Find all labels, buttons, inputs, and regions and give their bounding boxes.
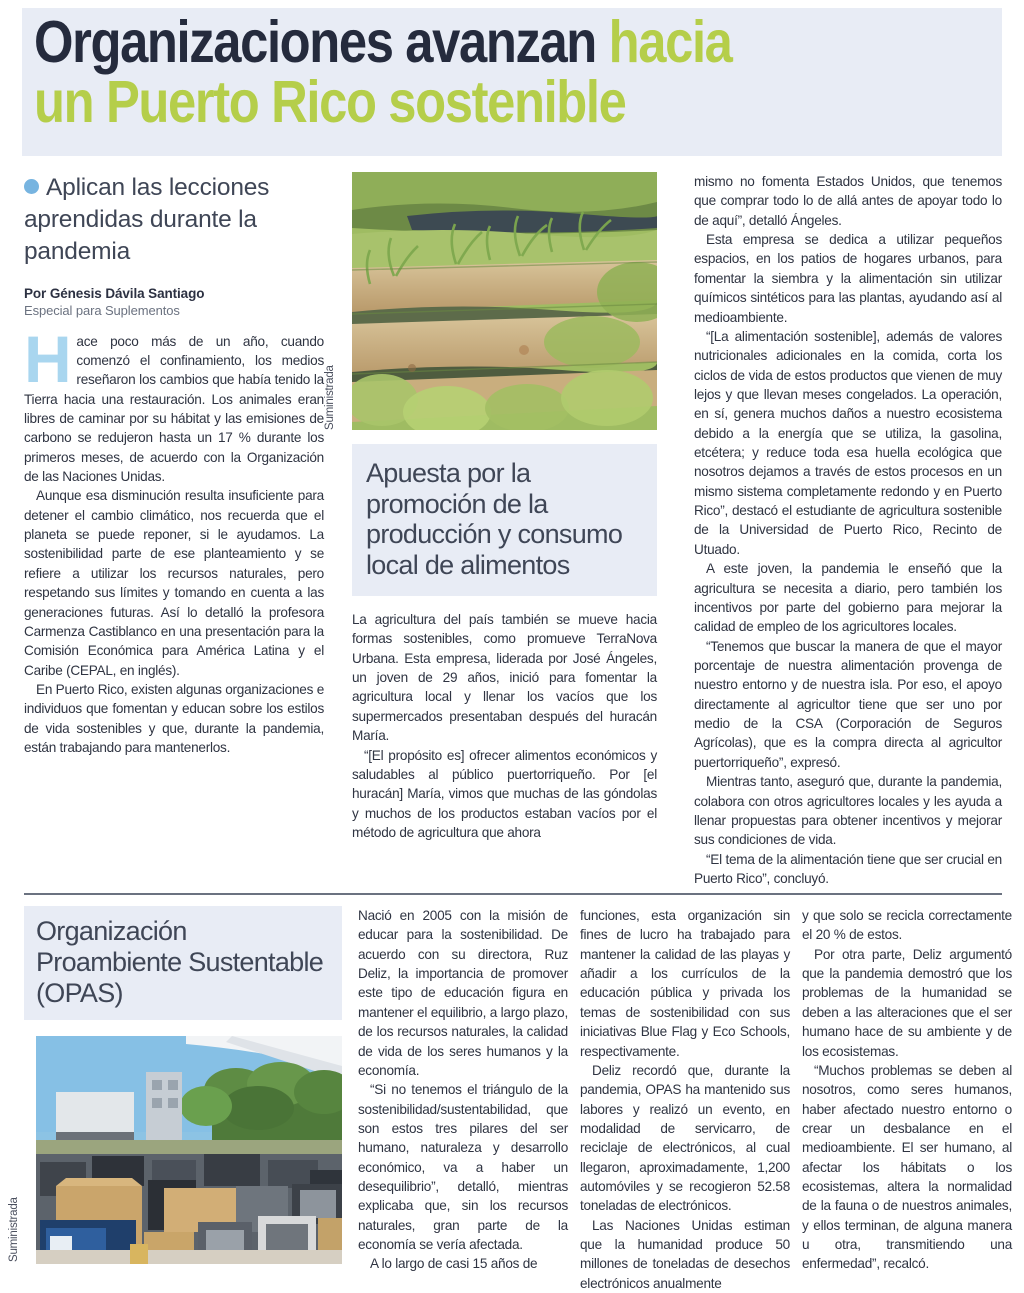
photo-credit-label: Suministrada [324,365,336,430]
paragraph: mismo no fomenta Estados Unidos, que tenemos que comprar todo lo de allá antes de apoyar todo lo de aquí”, detalló Ángeles. [694,174,1002,228]
paragraph: “Muchos problemas se deben al nosotros, como seres humanos, haber afectado nuestro entorno o crear un desbalance en el medioambiente. El ser humano, al afectar los hábitats o los ecosistemas, altera la normalidad de la fauna o de nuestros animales, y ellos terminan, de alguna manera u otra, transmitiendo una enfermedad”, recalcó. [802,1062,1012,1272]
top-article-section [0,172,1024,890]
article-column-one [24,172,324,757]
column-one-body [24,321,324,758]
paragraph: “[La alimentación sostenible], además de valores nutricionales adicionales en la comida, corta los ciclos de vida de estos productos que vienen de muy lejos y que llevan meses congelados. La operación, en sí, genera muchos daños a nuestro ecosistema debido a la energía que se utiliza, la gasolina, etcétera; y reduce toda esa huella ecológica que nosotros dejamos a través de estos procesos en un mismo sistema completamente redondo y en Puerto Rico”, destacó el estudiante de agricultura sostenible de la Universidad de Puerto Rico, Recinto de Utuado. [694,328,1002,557]
garden-photo-graphic [352,172,657,430]
paragraph: “El tema de la alimentación tiene que ser crucial en Puerto Rico”, concluyó. [694,851,1002,886]
masthead-headline-block [22,8,1002,156]
headline-part-accent: hacia [608,9,732,75]
opas-section [0,906,1024,1292]
headline-part-dark: Organizaciones avanzan [34,9,609,75]
opas-column-four-body [802,906,1012,1274]
paragraph: Deliz recordó que, durante la pandemia, OPAS ha mantenido sus labores y realizó un evento, en modalidad de servicarro, de reciclaje de electrónicos, al cual llegaron, aproximadamente, 1,200 automóviles y se recogieron 52.58 toneladas de electrónicos. [580,1062,790,1214]
bullet-dot-icon [24,179,39,194]
paragraph: “[El propósito es] ofrecer alimentos económicos y saludables al público puertorriqueño. Por [el huracán] María, vimos que muchas de las góndolas y muchos de los productos estaban vacíos por el método de agricultura que ahora [352,747,657,840]
opas-section-heading: Organización Proambiente Sustentable (OPAS) [36,916,324,1008]
ewaste-photo [36,1036,342,1264]
paragraph: La agricultura del país también se mueve hacia formas sostenibles, como promueve TerraNova Urbana. Esta empresa, liderada por José Ángeles, un joven de 29 años, inició para fomentar la agricultura local y llenar los vacíos que los supermercados presentaban después del huracán María. [352,612,657,744]
paragraph: Por otra parte, Deliz argumentó que la pandemia demostró que los problemas de la humanidad se deben a las alteraciones que el ser humano hace de su ambiente y de los ecosistemas. [802,946,1012,1059]
paragraph: Nació en 2005 con la misión de educar para la sostenibilidad. De acuerdo con su directora, Ruz Deliz, la importancia de promover este tipo de educación figura en mantener el equilibrio, a largo plazo, de los recursos naturales, la calidad de vida de los seres humanos y la economía. [358,908,568,1078]
opas-column-three [580,906,790,1293]
column-three-body [694,172,1002,888]
deck-text: Aplican las lecciones aprendidas durante la pandemia [24,174,270,265]
paragraph: Esta empresa se dedica a utilizar pequeños espacios, en los patios de hogares urbanos, para fomentar la siembra y la alimentación sin utilizar químicos sintéticos para las plantas, ayudando así al medioambiente. [694,232,1002,325]
paragraph: funciones, esta organización sin fines de lucro ha trabajado para mantener la calidad de las playas y añadir a los currículos de la educación pública y privada los temas de sostenibilidad con sus iniciativas Blue Flag y Eco Schools, respectivamente. [580,908,790,1059]
pull-quote-block [352,444,657,596]
opas-section-heading-block [24,906,342,1020]
paragraph: Mientras tanto, aseguró que, durante la pandemia, colabora con otros agricultores locales y les ayuda a llenar propuestas para obtener incentivos y mejorar sus condiciones de vida. [694,774,1002,848]
section-divider [24,893,1002,895]
paragraph: “Si no tenemos el triángulo de la sostenibilidad/sustentabilidad, que son estos tres pilares del ser humano, naturaleza y desarrollo económico, va a haber un desequilibrio”, detalló, mientras explicaba que, sin los recursos naturales, gran parte de la economía se vería afectada. [358,1082,568,1253]
page-headline [34,9,858,135]
paragraph: A lo largo de casi 15 años de [370,1256,538,1272]
opas-column-two-body [358,906,568,1274]
opas-column-one [8,906,342,1264]
article-deck [24,172,324,268]
top-photo-figure [324,172,657,430]
opas-photo-figure [8,1036,342,1264]
column-two-body [352,610,657,842]
paragraph: A este joven, la pandemia le enseñó que la agricultura se necesita a diario, pero también los incentivos por parte del gobierno para mejorar la calidad de empleo de los agricultores locales. [694,561,1002,635]
article-column-two [324,172,657,842]
paragraph: Aunque esa disminución resulta insuficiente para detener el cambio climático, nos recuerda que el planeta se puede reponer, si le ayudamos. La sostenibilidad parte de ese planteamiento y se refiere a utilizar los recursos naturales, pero respetando sus límites y tomando en cuenta a las generaciones futuras. Así lo detalló la profesora Carmenza Castiblanco en una presentación para la Comisión Económica para América Latina y el Caribe (CEPAL, en inglés). [24,488,324,678]
paragraph: En Puerto Rico, existen algunas organizaciones e individuos que fomentan y educan sobre los estilos de vida sostenibles y que, durante la pandemia, están trabajando para mantenerlos. [24,682,324,756]
byline-subtitle: Especial para Suplementos [24,302,180,318]
photo-credit-label: Suministrada [8,1197,20,1263]
paragraph: y que solo se recicla correctamente el 20 % de estos. [802,908,1012,943]
ewaste-photo-graphic [36,1036,342,1264]
byline-author: Por Génesis Dávila Santiago [24,285,205,301]
opas-column-three-body [580,906,790,1293]
paragraph: Las Naciones Unidas estiman que la humanidad produce 50 millones de toneladas de desechos electrónicos anualmente [580,1217,790,1291]
drop-cap-letter: H [24,321,72,396]
article-column-three [694,172,1002,888]
pull-quote-text: Apuesta por la promoción de la producción y consumo local de alimentos [366,458,623,580]
paragraph-text: ace poco más de un año, cuando comenzó el confinamiento, los medios reseñaron los cambios que había tenido la Tierra hacia una restauración. Los animales eran libres de caminar por su hábitat y las emisiones de carbono se redujeron hasta un 17 % durante los primeros meses, de acuerdo con la Organización de las Naciones Unidas. [24,333,324,485]
paragraph [24,321,324,487]
opas-column-two [358,906,568,1274]
opas-column-four [802,906,1012,1274]
garden-photo [352,172,657,430]
paragraph: “Tenemos que buscar la manera de que el mayor porcentaje de nuestra alimentación provenga de nuestro entorno y de nuestra isla. Por eso, el apoyo directamente al agricultor tiene que ser uno por medio de la CSA (Corporación de Seguros Agrícolas), que es la compra directa al agricultor puertorriqueño”, expresó. [694,638,1002,770]
headline-line-two: un Puerto Rico sostenible [34,68,626,135]
